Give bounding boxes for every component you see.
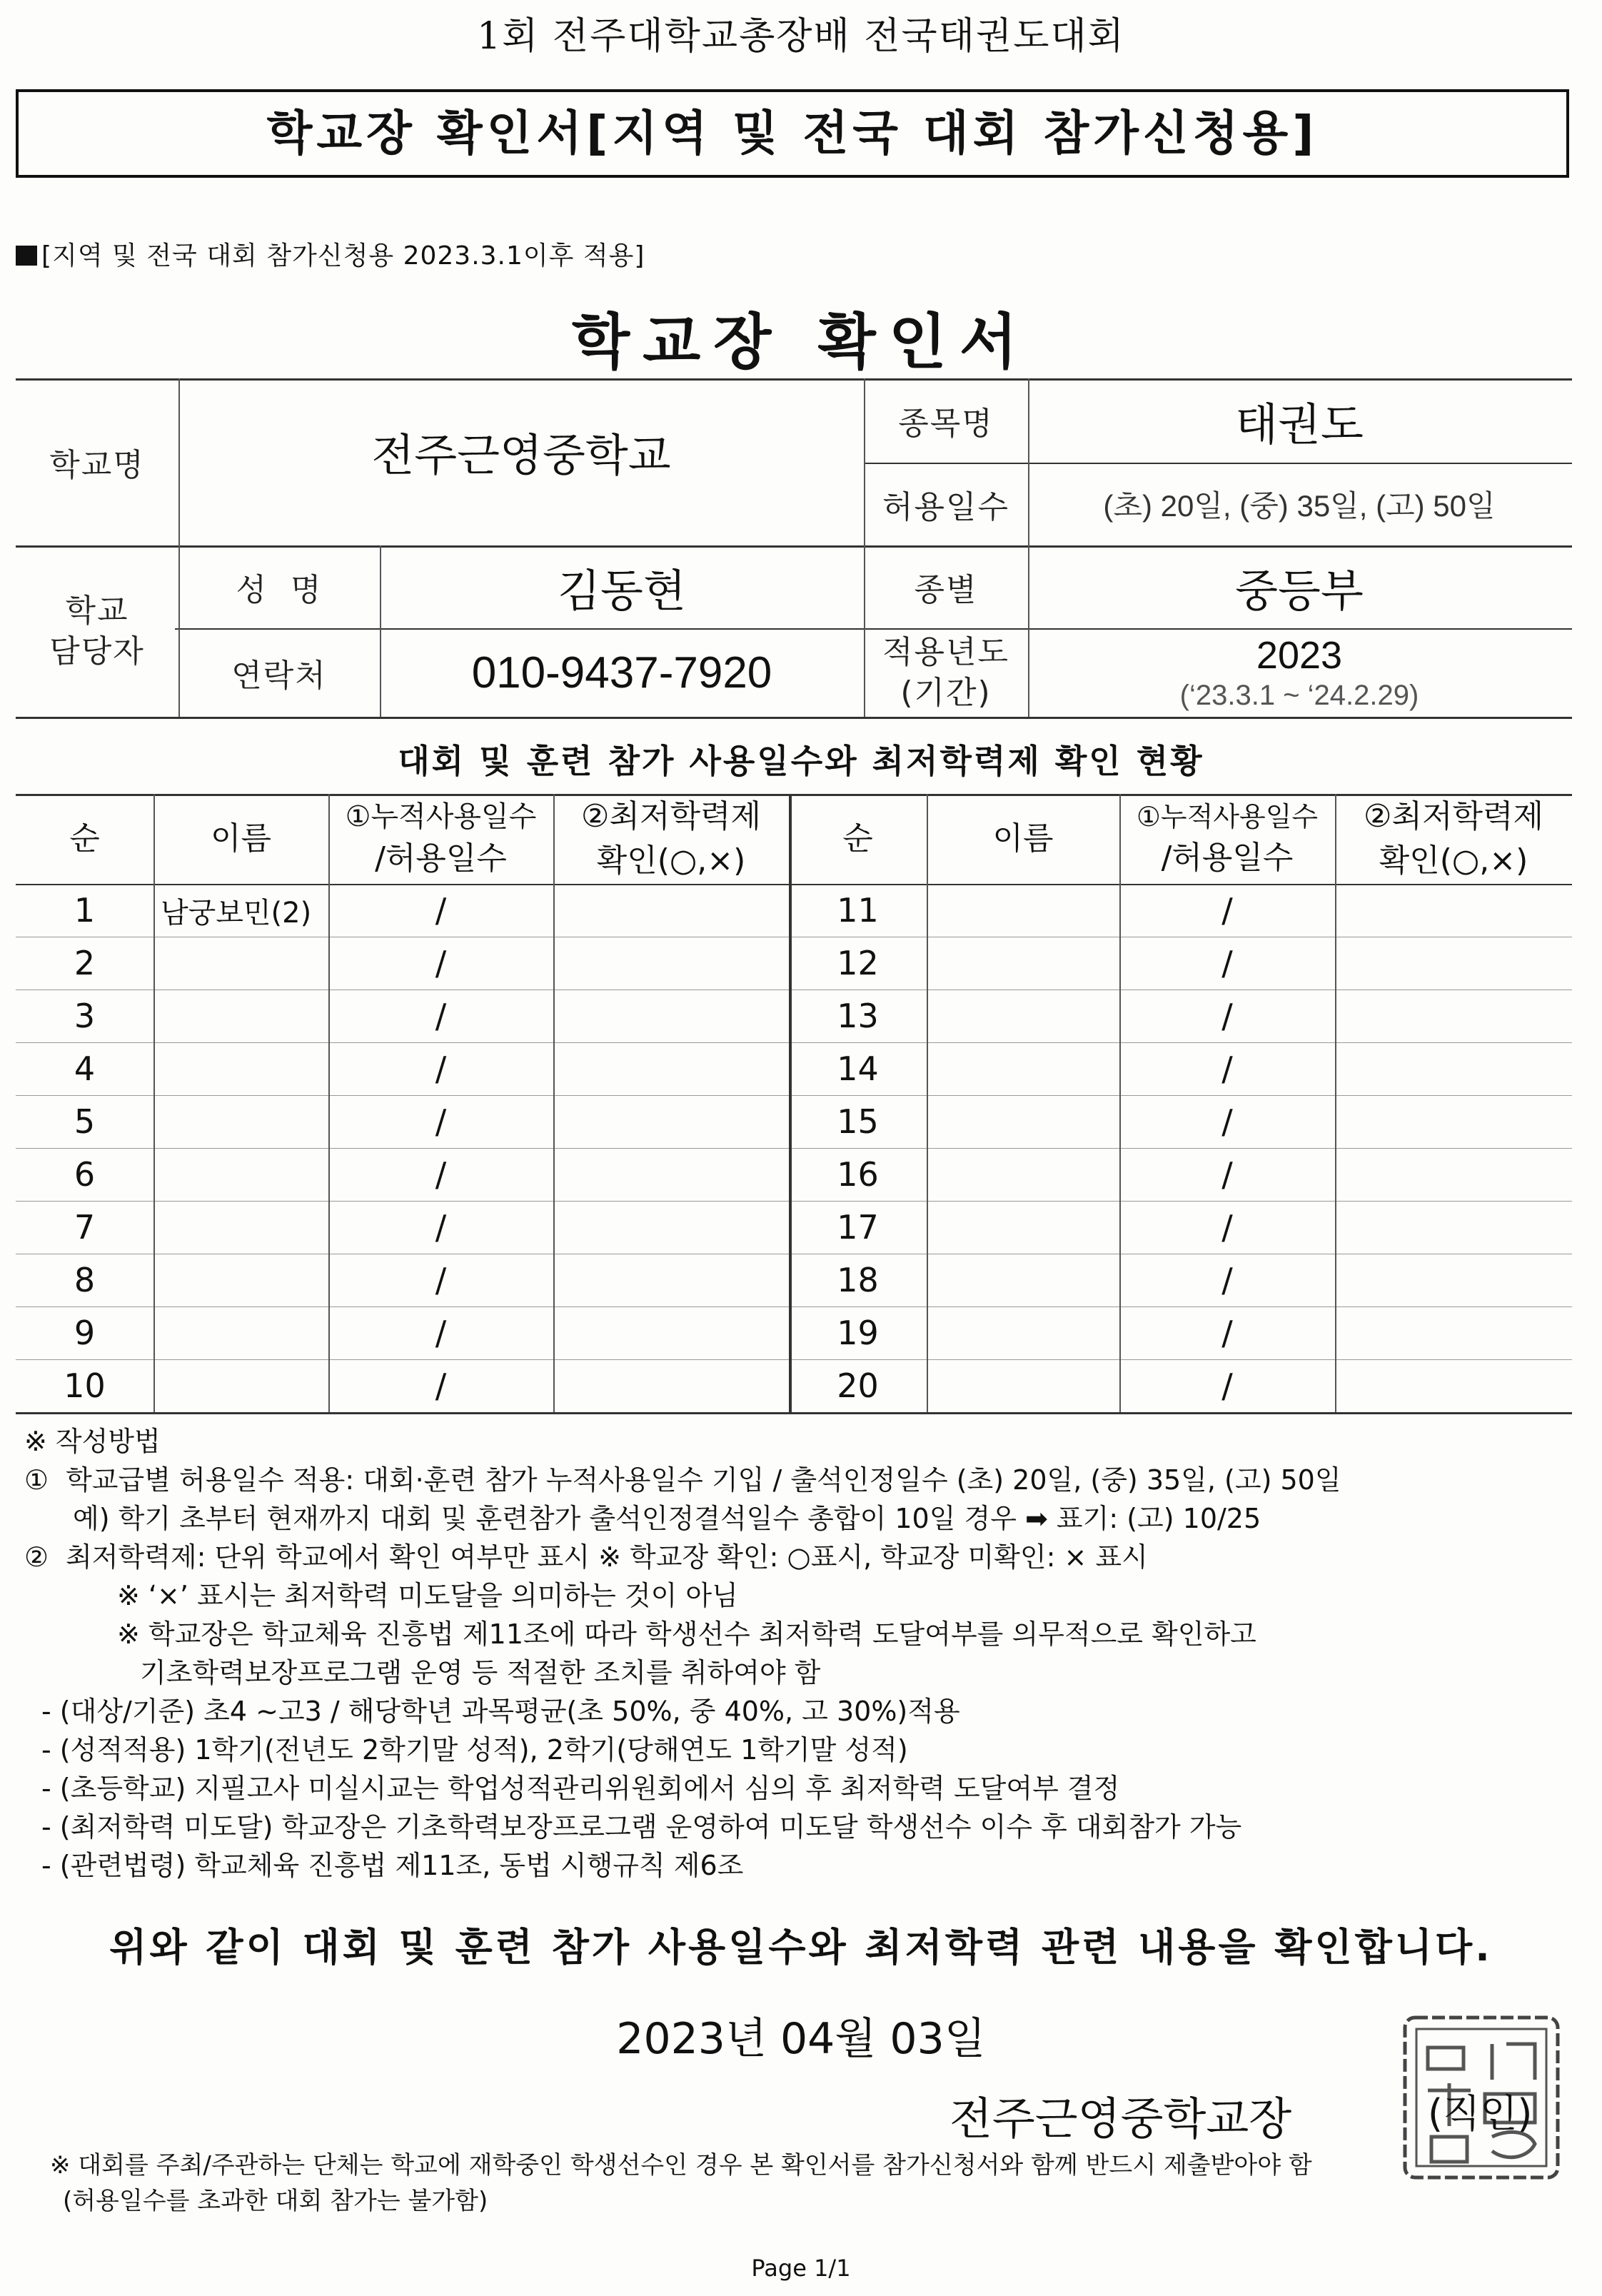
min-academic-check bbox=[553, 1306, 789, 1359]
instruction-1-text: 학교급별 허용일수 적용: 대회·훈련 참가 누적사용일수 기입 / 출석인정일수 (초) 20일, (중) 35일, (고) 50일 bbox=[66, 1464, 1341, 1496]
instruction-1-mark: ① bbox=[24, 1464, 49, 1496]
player-name bbox=[153, 1095, 328, 1148]
min-academic-check bbox=[1335, 937, 1572, 990]
player-name bbox=[153, 1148, 328, 1201]
cumulative-days: / bbox=[435, 1208, 447, 1247]
footer-line-1: ※ 대회를 주최/주관하는 단체는 학교에 재학중인 학생선수인 경우 본 확인서를 참가신청서와 함께 반드시 제출받아야 함 bbox=[50, 2151, 1312, 2180]
player-name: 남궁보민(2) bbox=[161, 896, 312, 930]
manager-label-line-1: 학교 bbox=[65, 592, 129, 629]
row-number: 15 bbox=[837, 1102, 879, 1141]
row-number: 1 bbox=[74, 891, 96, 930]
col-header-min-academic bbox=[1335, 794, 1572, 884]
contact-value: 010-9437-7920 bbox=[471, 648, 772, 698]
row-number: 19 bbox=[837, 1314, 879, 1352]
cumulative-days: / bbox=[1221, 1102, 1233, 1141]
apply-year-label-line-1: 적용년도 bbox=[882, 633, 1009, 670]
apply-year: 2023 bbox=[1256, 633, 1343, 677]
instruction-2 bbox=[24, 1538, 1581, 1576]
contact-label: 연락처 bbox=[231, 658, 327, 694]
player-name bbox=[153, 1201, 328, 1254]
col-header-min-academic bbox=[553, 794, 789, 884]
detail-target: - (대상/기준) 초4 ~고3 / 해당학년 과목평균(초 50%, 중 40%, 고 30%)적용 bbox=[41, 1696, 960, 1727]
min-academic-check bbox=[1335, 1306, 1572, 1359]
min-academic-check bbox=[1335, 990, 1572, 1042]
min-academic-check bbox=[553, 1359, 789, 1412]
row-number: 8 bbox=[74, 1261, 96, 1299]
player-name bbox=[153, 1254, 328, 1306]
player-name bbox=[153, 937, 328, 990]
player-name bbox=[153, 990, 328, 1042]
footer-line-2: (허용일수를 초과한 대회 참가는 불가함) bbox=[63, 2187, 488, 2215]
cumulative-days: / bbox=[435, 891, 447, 930]
instruction-2-note-a: ※ ‘×’ 표시는 최저학력 미도달을 의미하는 것이 아님 bbox=[117, 1580, 738, 1611]
writing-instructions bbox=[24, 1422, 1581, 1885]
player-name bbox=[153, 1306, 328, 1359]
row-number: 20 bbox=[837, 1366, 879, 1405]
division-value: 중등부 bbox=[1235, 564, 1364, 617]
division-label: 종별 bbox=[914, 572, 978, 608]
cumulative-days: / bbox=[1221, 891, 1233, 930]
col-header-days bbox=[1119, 794, 1335, 884]
col-header-days bbox=[328, 794, 553, 884]
cumulative-days: / bbox=[1221, 1261, 1233, 1299]
instructions-heading: ※ 작성방법 bbox=[24, 1426, 161, 1457]
player-name bbox=[927, 1359, 1119, 1412]
instruction-1-example: 예) 학기 초부터 현재까지 대회 및 훈련참가 출석인정결석일수 총합이 10일 경우 ➡ 표기: (고) 10/25 bbox=[73, 1503, 1261, 1534]
col-header-no: 순 bbox=[842, 820, 873, 857]
school-name-label: 학교명 bbox=[49, 447, 145, 483]
player-name bbox=[927, 1095, 1119, 1148]
row-number: 2 bbox=[74, 944, 96, 982]
min-academic-check bbox=[1335, 884, 1572, 937]
player-name bbox=[927, 1148, 1119, 1201]
cumulative-days: / bbox=[435, 997, 447, 1035]
col-header-days-line-1: ①누적사용일수 bbox=[345, 800, 537, 834]
min-academic-check bbox=[553, 1095, 789, 1148]
player-name bbox=[927, 1042, 1119, 1095]
player-name bbox=[927, 990, 1119, 1042]
confirmation-statement: 위와 같이 대회 및 훈련 참가 사용일수와 최저학력 관련 내용을 확인합니다. bbox=[109, 1925, 1493, 1970]
event-title: 1회 전주대학교총장배 전국태권도대회 bbox=[477, 15, 1125, 58]
person-name-label: 성 명 bbox=[236, 572, 323, 608]
cumulative-days: / bbox=[1221, 1155, 1233, 1194]
cumulative-days: / bbox=[1221, 1049, 1233, 1088]
row-number: 7 bbox=[74, 1208, 96, 1247]
row-number: 5 bbox=[74, 1102, 96, 1141]
min-academic-check bbox=[1335, 1359, 1572, 1412]
min-academic-check bbox=[1335, 1095, 1572, 1148]
principal-signature-line: 전주근영중학교장 bbox=[949, 2093, 1292, 2145]
instruction-2-note-b: ※ 학교장은 학교체육 진흥법 제11조에 따라 학생선수 최저학력 도달여부를 의무적으로 확인하고 bbox=[117, 1618, 1256, 1650]
min-academic-check bbox=[553, 937, 789, 990]
cumulative-days: / bbox=[435, 1261, 447, 1299]
cumulative-days: / bbox=[435, 944, 447, 982]
col-header-min-line-1: ②최저학력제 bbox=[581, 798, 761, 835]
cumulative-days: / bbox=[1221, 1208, 1233, 1247]
col-header-days-line-1: ①누적사용일수 bbox=[1136, 800, 1319, 832]
row-number: 6 bbox=[74, 1155, 96, 1194]
player-name bbox=[927, 1254, 1119, 1306]
col-header-min-line-2: 확인(○,×) bbox=[596, 842, 746, 879]
col-header-days-line-2: /허용일수 bbox=[375, 840, 507, 877]
min-academic-check bbox=[1335, 1042, 1572, 1095]
row-number: 9 bbox=[74, 1314, 96, 1352]
detail-elementary: - (초등학교) 지필고사 미실시교는 학업성적관리위원회에서 심의 후 최저학력 도달여부 결정 bbox=[41, 1773, 1120, 1804]
sport-value: 태권도 bbox=[1235, 398, 1364, 450]
row-number: 18 bbox=[837, 1261, 879, 1299]
square-bullet-icon bbox=[16, 246, 37, 266]
subnote-text: [지역 및 전국 대회 참가신청용 2023.3.1이후 적용] bbox=[41, 241, 645, 271]
page-number: Page 1/1 bbox=[751, 2255, 851, 2282]
school-name-value: 전주근영중학교 bbox=[371, 428, 671, 481]
form-subnote bbox=[16, 236, 645, 272]
player-name bbox=[153, 1359, 328, 1412]
min-academic-check bbox=[553, 884, 789, 937]
detail-unmet: - (최저학력 미도달) 학교장은 기초학력보장프로그램 운영하여 미도달 학생선수 이수 후 대회참가 가능 bbox=[41, 1811, 1242, 1843]
apply-year-label bbox=[864, 628, 1028, 717]
detail-law: - (관련법령) 학교체육 진흥법 제11조, 동법 시행규칙 제6조 bbox=[41, 1850, 744, 1881]
col-header-days-line-2: /허용일수 bbox=[1161, 839, 1294, 876]
row-number: 14 bbox=[837, 1049, 879, 1088]
cumulative-days: / bbox=[435, 1366, 447, 1405]
cumulative-days: / bbox=[435, 1102, 447, 1141]
player-name bbox=[927, 884, 1119, 937]
min-academic-check bbox=[1335, 1201, 1572, 1254]
cumulative-days: / bbox=[435, 1049, 447, 1088]
col-header-no: 순 bbox=[69, 820, 100, 857]
cumulative-days: / bbox=[1221, 1314, 1233, 1352]
form-title-box: 학교장 확인서[지역 및 전국 대회 참가신청용] bbox=[16, 89, 1569, 178]
min-academic-check bbox=[553, 1042, 789, 1095]
row-number: 4 bbox=[74, 1049, 96, 1088]
min-academic-check bbox=[553, 1254, 789, 1306]
min-academic-check bbox=[1335, 1148, 1572, 1201]
detail-grades: - (성적적용) 1학기(전년도 2학기말 성적), 2학기(당해연도 1학기말 성적) bbox=[41, 1734, 908, 1766]
instruction-2-text: 최저학력제: 단위 학교에서 확인 여부만 표시 ※ 학교장 확인: ○표시, 학교장 미확인: × 표시 bbox=[66, 1541, 1148, 1573]
person-name-value: 김동현 bbox=[558, 564, 686, 617]
col-header-name: 이름 bbox=[210, 820, 271, 857]
issue-date: 2023년 04월 03일 bbox=[616, 2014, 986, 2064]
row-number: 12 bbox=[837, 944, 879, 982]
apply-period: (‘23.3.1 ~ ‘24.2.29) bbox=[1179, 680, 1419, 712]
footer-notice bbox=[50, 2148, 1312, 2219]
manager-label-line-2: 담당자 bbox=[49, 633, 145, 670]
col-header-min-line-1: ②최저학력제 bbox=[1364, 798, 1543, 835]
cumulative-days: / bbox=[435, 1314, 447, 1352]
player-name bbox=[153, 1042, 328, 1095]
row-number: 13 bbox=[837, 997, 879, 1035]
cumulative-days: / bbox=[1221, 1366, 1233, 1405]
allowed-days-value: (초) 20일, (중) 35일, (고) 50일 bbox=[1103, 489, 1496, 523]
apply-year-label-line-2: (기간) bbox=[900, 675, 992, 711]
min-academic-check bbox=[553, 990, 789, 1042]
info-table-bottom-border bbox=[16, 717, 1572, 719]
row-number: 3 bbox=[74, 997, 96, 1035]
sport-label: 종목명 bbox=[898, 406, 994, 442]
row-number: 16 bbox=[837, 1155, 879, 1194]
row-number: 11 bbox=[837, 891, 879, 930]
usage-table-bottom-border bbox=[16, 1412, 1572, 1414]
school-manager-label bbox=[16, 545, 178, 717]
player-name bbox=[927, 1201, 1119, 1254]
col-header-min-line-2: 확인(○,×) bbox=[1379, 842, 1528, 879]
min-academic-check bbox=[553, 1148, 789, 1201]
row-number: 10 bbox=[64, 1366, 106, 1405]
usage-section-title: 대회 및 훈련 참가 사용일수와 최저학력제 확인 현황 bbox=[398, 742, 1204, 780]
apply-year-value bbox=[1028, 628, 1571, 717]
min-academic-check bbox=[1335, 1254, 1572, 1306]
document-title: 학교장 확인서 bbox=[571, 307, 1031, 377]
cumulative-days: / bbox=[1221, 997, 1233, 1035]
col-header-name: 이름 bbox=[992, 820, 1054, 857]
player-name bbox=[927, 1306, 1119, 1359]
row-number: 17 bbox=[837, 1208, 879, 1247]
seal-label: (직인) bbox=[1428, 2091, 1533, 2136]
cumulative-days: / bbox=[435, 1155, 447, 1194]
cumulative-days: / bbox=[1221, 944, 1233, 982]
player-name bbox=[927, 937, 1119, 990]
instruction-2-note-c: 기초학력보장프로그램 운영 등 적절한 조치를 취하여야 함 bbox=[140, 1657, 821, 1688]
allowed-days-label: 허용일수 bbox=[882, 489, 1009, 525]
instruction-1 bbox=[24, 1461, 1581, 1499]
min-academic-check bbox=[553, 1201, 789, 1254]
instruction-2-mark: ② bbox=[24, 1541, 49, 1573]
